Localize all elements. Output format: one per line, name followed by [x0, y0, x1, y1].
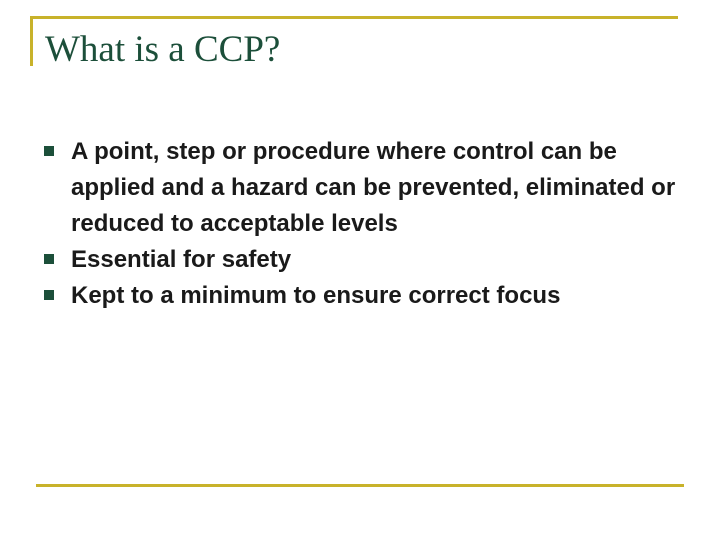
title-frame-left-rule: [30, 16, 33, 66]
bullet-text: Kept to a minimum to ensure correct focus: [71, 282, 561, 309]
bullet-item: [44, 278, 684, 314]
bullet-item: [44, 242, 684, 278]
square-bullet-icon: [44, 146, 54, 156]
bullet-item: [44, 134, 684, 242]
bullet-text: A point, step or procedure where control can be applied and a hazard can be prevented, eliminated or reduced to acceptable levels: [71, 138, 676, 237]
slide-title: What is a CCP?: [45, 29, 281, 70]
bullet-list: [44, 134, 684, 314]
bullet-text: Essential for safety: [71, 246, 292, 273]
square-bullet-icon: [44, 254, 54, 264]
bottom-rule: [36, 484, 684, 487]
title-frame-top-rule: [30, 16, 678, 19]
square-bullet-icon: [44, 290, 54, 300]
